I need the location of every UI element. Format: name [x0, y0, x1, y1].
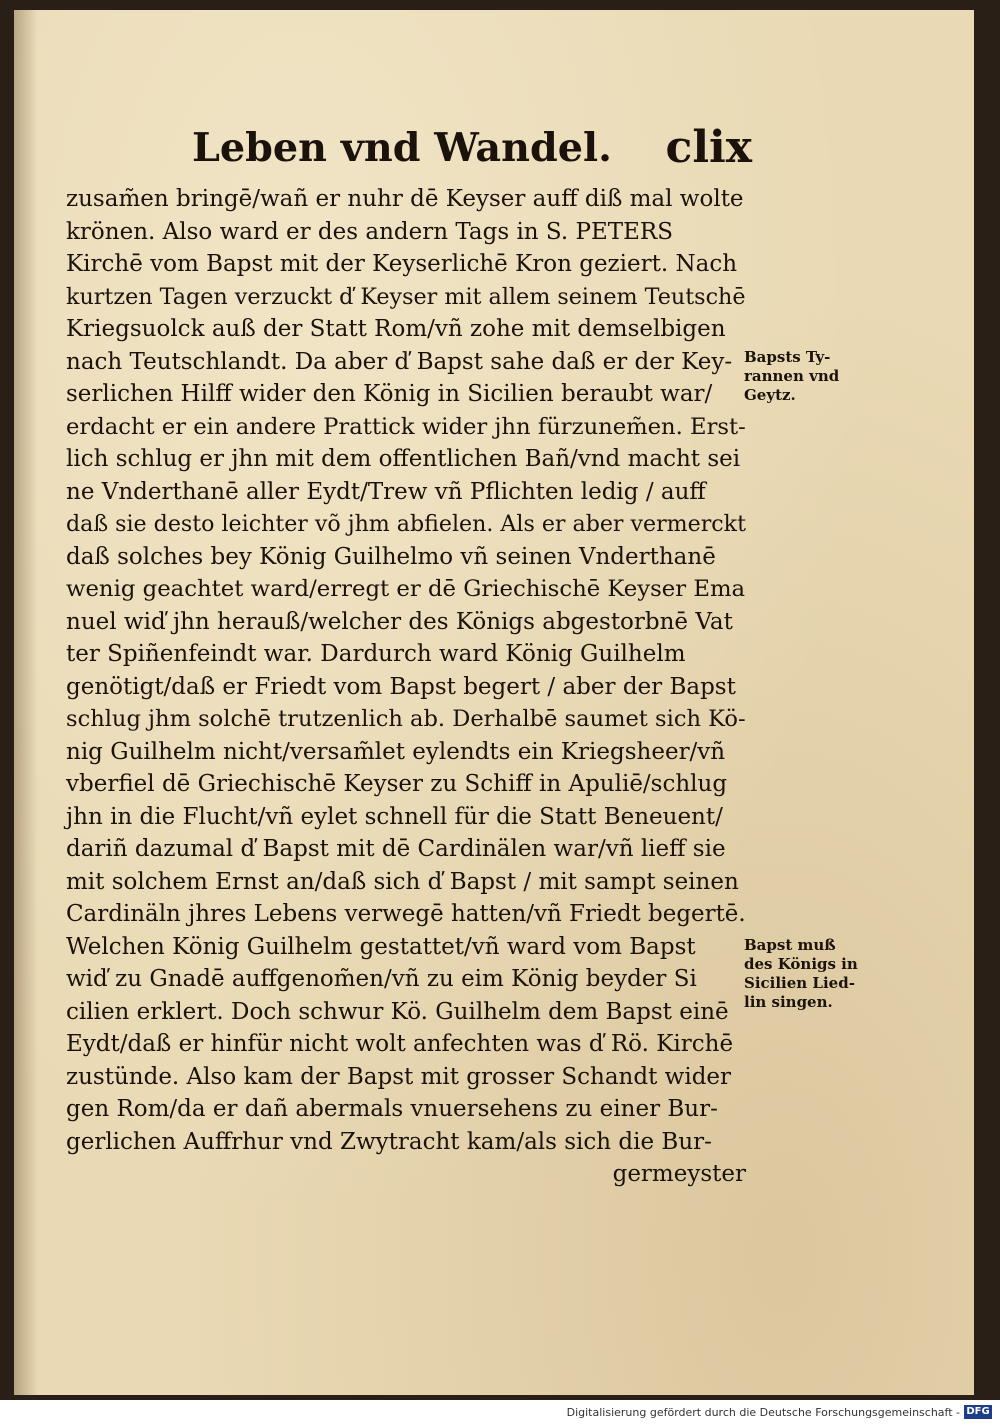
catchword: germeyster	[612, 1161, 746, 1187]
text-line: Welchen König Guilhelm gestattet/vñ ward vom Bapst	[66, 933, 696, 960]
text-line: wenig geachtet ward/erregt er dē Griechischē Keyser Ema	[66, 576, 746, 602]
margin-note-line: des Königs in	[744, 955, 858, 973]
page-title: Leben vnd Wandel.	[192, 125, 612, 171]
text-line: erdacht er ein andere Prattick wider jhn fürzunem̃en. Erst-	[66, 413, 746, 440]
footer-bar	[0, 1400, 1000, 1425]
text-line: Kriegsuolck auß der Statt Rom/vñ zohe mit demselbigen	[66, 316, 726, 342]
folio-number: clix	[665, 122, 752, 173]
text-line: lich schlug er jhn mit dem offentlichen Bañ/vnd macht sei	[66, 446, 741, 472]
text-line: dariñ dazumal ď Bapst mit dē Cardinälen war/vñ lieff sie	[66, 836, 726, 862]
text-line: cilien erklert. Doch schwur Kö. Guilhelm dem Bapst einē	[66, 998, 729, 1025]
text-line: nach Teutschlandt. Da aber ď Bapst sahe daß er der Key-	[66, 348, 733, 375]
funding-notice: Digitalisierung gefördert durch die Deutsche Forschungsgemeinschaft -	[566, 1406, 960, 1419]
text-line: ne Vnderthanē aller Eydt/Trew vñ Pflichten ledig / auff	[66, 478, 706, 505]
margin-note	[744, 348, 839, 405]
text-line: wiď zu Gnadē auffgenom̃en/vñ zu eim König beyder Si	[66, 966, 697, 992]
dfg-logo: DFG	[964, 1405, 992, 1419]
running-head	[192, 108, 752, 188]
margin-note	[744, 936, 858, 1012]
main-text-block	[66, 183, 746, 1191]
margin-note-line: lin singen.	[744, 993, 833, 1011]
text-line: zusam̃en bringē/wañ er nuhr dē Keyser auff diß mal wolte	[66, 186, 744, 212]
text-line: Kirchē vom Bapst mit der Keyserlichē Kron geziert. Nach	[66, 251, 738, 277]
text-line: zustünde. Also kam der Bapst mit grosser Schandt wider	[66, 1063, 732, 1090]
text-line: Eydt/daß er hinfür nicht wolt anfechten was ď Rö. Kirchē	[66, 1031, 734, 1057]
text-line: krönen. Also ward er des andern Tags in S. PETERS	[66, 218, 673, 245]
margin-note-line: rannen vnd	[744, 367, 840, 385]
text-line: mit solchem Ernst an/daß sich ď Bapst / mit sampt seinen	[66, 868, 739, 895]
text-line: nig Guilhelm nicht/versam̃let eylendts ein Kriegsheer/vñ	[66, 738, 726, 765]
text-line: serlichen Hilff wider den König in Sicilien beraubt war/	[66, 381, 713, 407]
text-line: genötigt/daß er Friedt vom Bapst begert / aber der Bapst	[66, 673, 736, 700]
margin-note-line: Bapst muß	[744, 936, 836, 954]
text-line: jhn in die Flucht/vñ eylet schnell für die Statt Beneuent/	[66, 803, 723, 830]
margin-note-line: Sicilien Lied-	[744, 974, 855, 992]
margin-note-line: Geytz.	[744, 386, 796, 404]
text-line: daß sie desto leichter võ jhm abfielen. Als er aber vermerckt	[66, 511, 746, 537]
text-line: daß solches bey König Guilhelmo vñ seinen Vnderthanē	[66, 543, 716, 570]
text-line: vberfiel dē Griechischē Keyser zu Schiff in Apuliē/schlug	[66, 771, 728, 797]
margin-note-line: Bapsts Ty-	[744, 348, 831, 366]
text-line: schlug jhm solchē trutzenlich ab. Derhalbē saumet sich Kö-	[66, 706, 746, 732]
text-line: Cardinäln jhres Lebens verwegē hatten/vñ Friedt begertē.	[66, 901, 746, 927]
text-line: gerlichen Auffrhur vnd Zwytracht kam/als sich die Bur-	[66, 1128, 712, 1155]
text-line: ter Spiñenfeindt war. Dardurch ward König Guilhelm	[66, 641, 686, 667]
text-line: nuel wiď jhn herauß/welcher des Königs abgestorbnē Vat	[66, 608, 733, 635]
text-line: gen Rom/da er dañ abermals vnuersehens zu einer Bur-	[66, 1096, 718, 1122]
text-line: kurtzen Tagen verzuckt ď Keyser mit allem seinem Teutschē	[66, 283, 746, 310]
gutter-shadow	[14, 10, 38, 1395]
